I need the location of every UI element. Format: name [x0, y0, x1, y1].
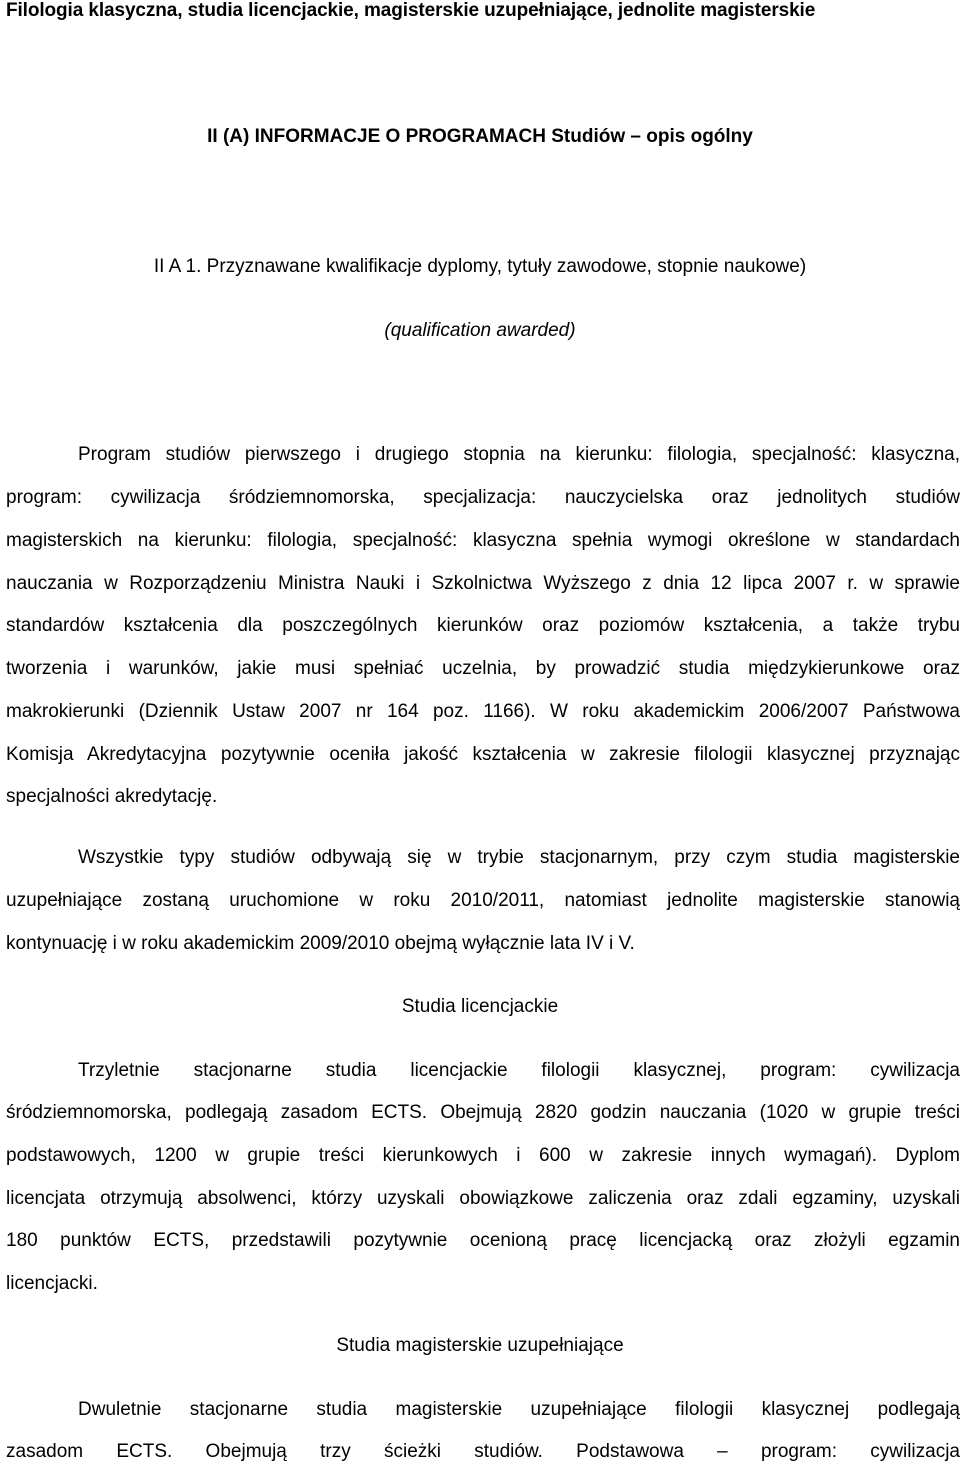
paragraph-line: licencjacki.	[6, 1273, 98, 1294]
paragraph-line: standardów kształcenia dla poszczególnych kierunków oraz poziomów kształcenia, a także trybu	[6, 615, 960, 636]
paragraph-line: uzupełniające zostaną uruchomione w roku 2010/2011, natomiast jednolite magisterskie stanowią	[6, 890, 960, 911]
paragraph-line: Dwuletnie stacjonarne studia magisterskie uzupełniające filologii klasycznej podlegają	[78, 1399, 960, 1420]
paragraph-line: magisterskich na kierunku: filologia, specjalność: klasyczna spełnia wymogi określone w standardach	[6, 530, 960, 551]
paragraph-line: Trzyletnie stacjonarne studia licencjackie filologii klasycznej, program: cywilizacja	[78, 1060, 960, 1081]
paragraph-line: Wszystkie typy studiów odbywają się w trybie stacjonarnym, przy czym studia magisterskie	[78, 847, 960, 868]
heading-studia-licencjackie: Studia licencjackie	[401, 996, 559, 1017]
paragraph-line: nauczania w Rozporządzeniu Ministra Nauki i Szkolnictwa Wyższego z dnia 12 lipca 2007 r. w sprawie	[6, 573, 960, 594]
paragraph-line: tworzenia i warunków, jakie musi spełniać uczelnia, by prowadzić studia międzykierunkowe oraz	[6, 658, 960, 679]
paragraph-line: Komisja Akredytacyjna pozytywnie oceniła jakość kształcenia w zakresie filologii klasycznej przyznając	[6, 744, 960, 765]
paragraph-line: kontynuację i w roku akademickim 2009/2010 obejmą wyłącznie lata IV i V.	[6, 933, 635, 954]
paragraph-line: śródziemnomorska, podlegają zasadom ECTS. Obejmują 2820 godzin nauczania (1020 w grupie treści	[6, 1102, 960, 1123]
paragraph-line: licencjata otrzymują absolwenci, którzy uzyskali obowiązkowe zaliczenia oraz zdali egzaminy, uzyskali	[6, 1188, 960, 1209]
section-title: II (A) INFORMACJE O PROGRAMACH Studiów – opis ogólny	[207, 126, 753, 147]
subsection-title: II A 1. Przyznawane kwalifikacje dyplomy, tytuły zawodowe, stopnie naukowe)	[153, 256, 807, 277]
document-header: Filologia klasyczna, studia licencjackie, magisterskie uzupełniające, jednolite magisterskie	[6, 0, 816, 21]
paragraph-line: zasadom ECTS. Obejmują trzy ścieżki studiów. Podstawowa – program: cywilizacja	[6, 1441, 960, 1462]
paragraph-line: program: cywilizacja śródziemnomorska, specjalizacja: nauczycielska oraz jednolitych studiów	[6, 487, 960, 508]
heading-studia-magisterskie: Studia magisterskie uzupełniające	[336, 1335, 624, 1356]
paragraph-line: Program studiów pierwszego i drugiego stopnia na kierunku: filologia, specjalność: klasyczna,	[78, 444, 960, 465]
subsection-subtitle: (qualification awarded)	[384, 320, 576, 341]
paragraph-line: specjalności akredytację.	[6, 786, 218, 807]
paragraph-line: podstawowych, 1200 w grupie treści kierunkowych i 600 w zakresie innych wymagań). Dyplom	[6, 1145, 960, 1166]
paragraph-line: 180 punktów ECTS, przedstawili pozytywnie ocenioną pracę licencjacką oraz złożyli egzamin	[6, 1230, 960, 1251]
paragraph-line: makrokierunki (Dziennik Ustaw 2007 nr 164 poz. 1166). W roku akademickim 2006/2007 Państwowa	[6, 701, 960, 722]
